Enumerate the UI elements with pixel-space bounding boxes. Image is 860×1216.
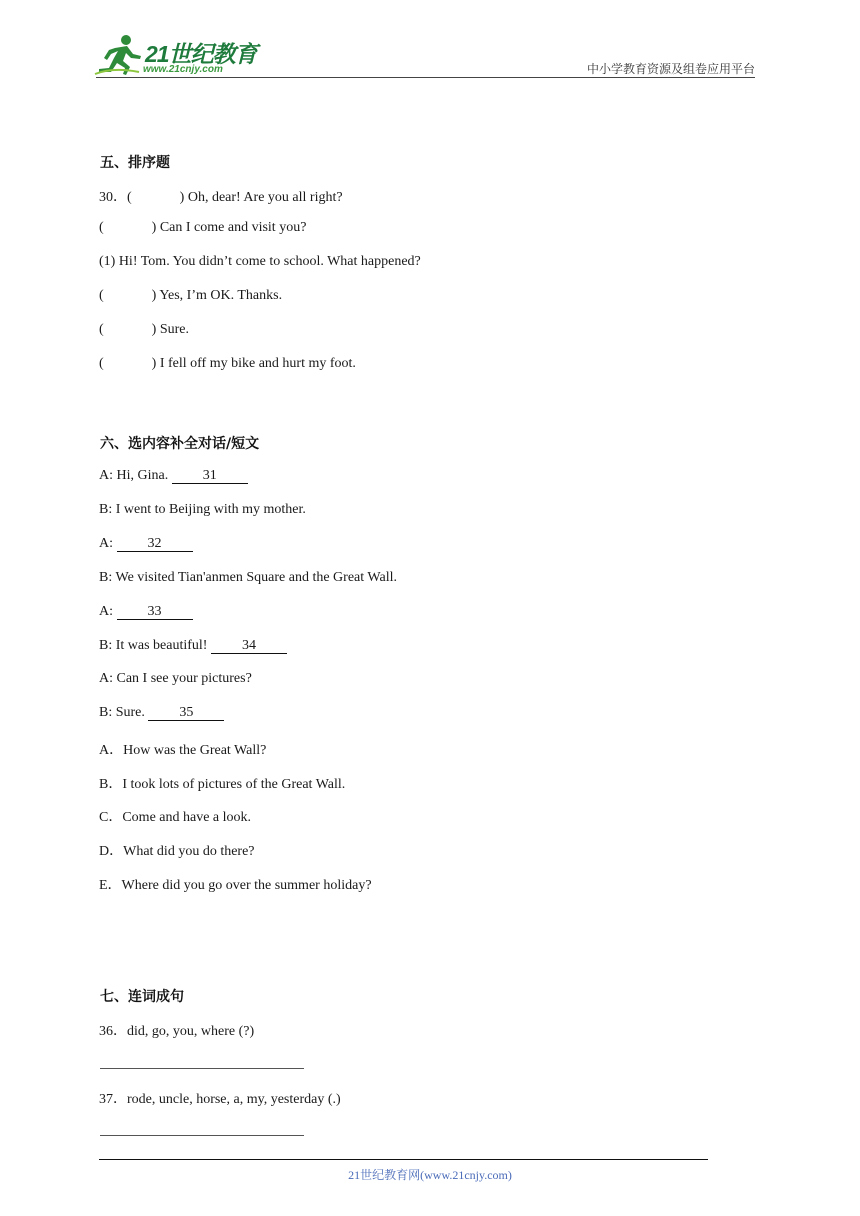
sequence-sentence: ) Sure. <box>151 322 189 337</box>
section-6-title: 六、选内容补全对话/短文 <box>100 436 260 452</box>
sequence-sentence: ) I fell off my bike and hurt my foot. <box>151 356 356 371</box>
header-divider <box>96 77 755 78</box>
speaker-text: B: It was beautiful! <box>99 638 211 653</box>
speaker-text: A: Hi, Gina. <box>99 468 172 483</box>
q30-line-6 <box>99 356 356 372</box>
fill-blank-34[interactable]: 34 <box>211 639 287 654</box>
sequence-sentence: ) Yes, I’m OK. Thanks. <box>151 288 283 303</box>
speaker-text: A: <box>99 604 117 619</box>
fill-blank-32[interactable]: 32 <box>117 537 193 552</box>
q37-answer-line[interactable] <box>100 1135 304 1136</box>
fill-blank-31[interactable]: 31 <box>172 469 248 484</box>
q30-number: 30．( <box>99 190 132 205</box>
option-c: C．Come and have a look. <box>99 810 252 825</box>
dialogue-line <box>99 536 193 552</box>
option-a: A．How was the Great Wall? <box>99 743 267 758</box>
logo-url: www.21cnjy.com <box>143 64 223 75</box>
site-logo[interactable] <box>93 34 263 78</box>
section-5-title: 五、排序题 <box>100 155 170 171</box>
q30-line-2 <box>99 220 306 236</box>
section-7-title: 七、连词成句 <box>100 989 184 1005</box>
sequence-sentence: ) Can I come and visit you? <box>151 220 307 235</box>
q30-line-1 <box>99 186 343 206</box>
q30-line-3: (1) Hi! Tom. You didn’t come to school. What happened? <box>99 254 421 269</box>
q36-answer-line[interactable] <box>100 1068 304 1069</box>
dialogue-line <box>99 468 248 484</box>
open-paren: ( <box>99 220 104 235</box>
fill-blank-33[interactable]: 33 <box>117 605 193 620</box>
option-b: B．I took lots of pictures of the Great Wall. <box>99 777 346 792</box>
logo-text: 21世纪教育 <box>145 41 257 67</box>
sequence-sentence: ) Oh, dear! Are you all right? <box>179 190 343 205</box>
open-paren: ( <box>99 322 104 337</box>
dialogue-line: B: We visited Tian'anmen Square and the Great Wall. <box>99 570 397 585</box>
page-header <box>0 0 860 90</box>
dialogue-line: B: I went to Beijing with my mother. <box>99 502 306 517</box>
open-paren: ( <box>99 288 104 303</box>
dialogue-line <box>99 604 193 620</box>
footer-link[interactable]: 21世纪教育网(www.21cnjy.com) <box>348 1168 512 1182</box>
dialogue-line <box>99 705 224 721</box>
option-d: D．What did you do there? <box>99 844 255 859</box>
speaker-text: A: <box>99 536 117 551</box>
dialogue-line <box>99 638 287 654</box>
option-e: E．Where did you go over the summer holiday? <box>99 878 372 893</box>
q30-line-5 <box>99 322 189 338</box>
runner-logo-icon <box>93 34 145 76</box>
dialogue-line: A: Can I see your pictures? <box>99 671 252 686</box>
q37-prompt: 37．rode, uncle, horse, a, my, yesterday (.) <box>99 1092 341 1107</box>
fill-blank-35[interactable]: 35 <box>148 706 224 721</box>
q30-line-4 <box>99 288 282 304</box>
footer-divider <box>99 1159 708 1160</box>
speaker-text: B: Sure. <box>99 705 149 720</box>
open-paren: ( <box>99 356 104 371</box>
q36-prompt: 36．did, go, you, where (?) <box>99 1024 255 1039</box>
platform-slogan: 中小学教育资源及组卷应用平台 <box>586 62 755 76</box>
